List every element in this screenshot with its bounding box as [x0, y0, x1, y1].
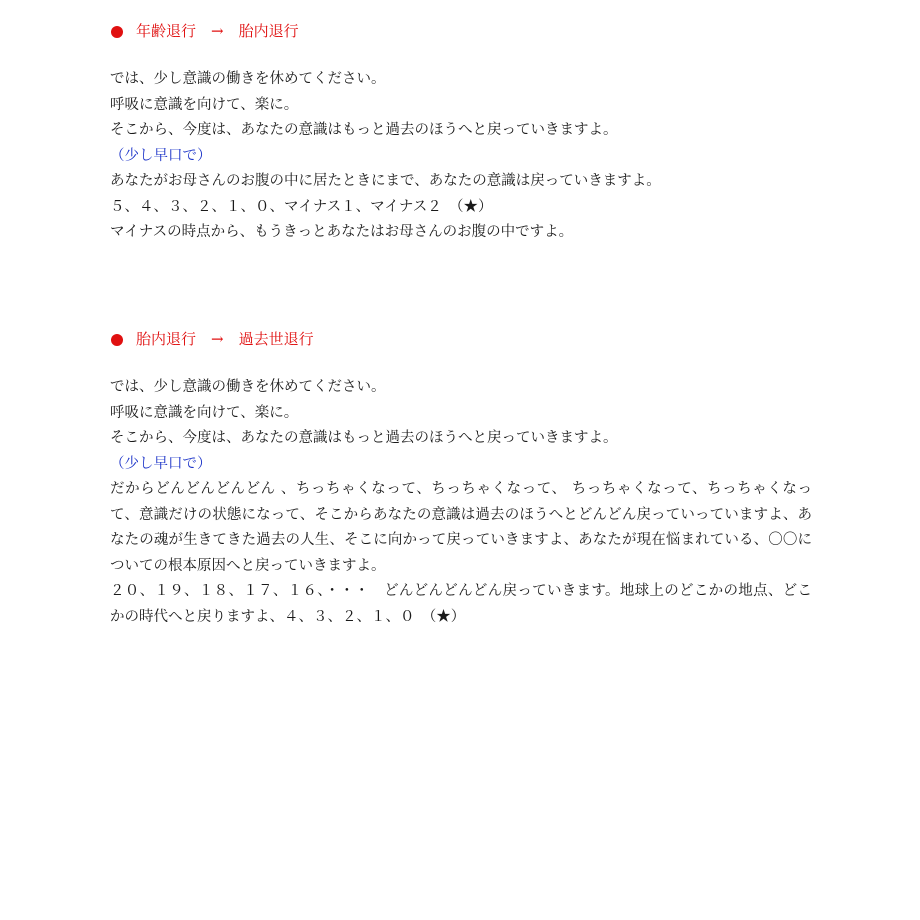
heading-to: 過去世退行	[238, 330, 314, 348]
right-arrow-icon: →	[211, 22, 224, 40]
text-line: では、少し意識の働きを休めてください。	[110, 71, 386, 87]
text-line: そこから、今度は、あなたの意識はもっと過去のほうへと戻っていきますよ。	[110, 430, 618, 446]
text-line: マイナスの時点から、もうきっとあなたはお母さんのお腹の中ですよ。	[110, 224, 574, 240]
heading-from: 年齢退行	[136, 22, 197, 40]
red-bullet-icon	[111, 26, 123, 38]
right-arrow-icon: →	[211, 330, 224, 348]
section-heading	[110, 327, 812, 352]
section-heading	[110, 19, 812, 44]
section-body	[110, 375, 812, 630]
section-past-life-regression	[110, 327, 812, 630]
text-line: 呼吸に意識を向けて、楽に。	[110, 404, 299, 421]
heading-from: 胎内退行	[136, 330, 197, 348]
text-line: では、少し意識の働きを休めてください。	[110, 379, 386, 395]
section-age-regression	[110, 19, 812, 246]
text-line: そこから、今度は、あなたの意識はもっと過去のほうへと戻っていきますよ。	[110, 122, 618, 138]
text-line: あなたがお母さんのお腹の中に居たときにまで、あなたの意識は戻っていきますよ。	[110, 173, 661, 189]
countdown-line: ５、４、３、２、１、０、マイナス１、マイナス２ （★）	[110, 198, 493, 215]
section-body	[110, 67, 812, 246]
speaking-note: （少し早口で）	[110, 455, 212, 472]
body-paragraph: だからどんどんどんどん 、ちっちゃくなって、ちっちゃくなって、 ちっちゃくなって、ちっちゃくなって、意識だけの状態になって、そこからあなたの意識は過去のほうへとどんどん戻っていっていますよ、あなたの魂が生きてきた過去の人生、そこに向かって戻っていきますよ、あなたが現在悩まれている、〇〇についての根本原因へと戻っていきますよ。	[110, 481, 812, 574]
red-bullet-icon	[111, 334, 123, 346]
speaking-note: （少し早口で）	[110, 147, 212, 164]
text-line: 呼吸に意識を向けて、楽に。	[110, 96, 299, 113]
heading-to: 胎内退行	[238, 22, 299, 40]
countdown-paragraph: ２０、１９、１８、１７、１６、・・・ どんどんどんどん戻っていきます。地球上のどこかの地点、どこかの時代へと戻りますよ、４、３、２、１、０ （★）	[110, 583, 812, 625]
